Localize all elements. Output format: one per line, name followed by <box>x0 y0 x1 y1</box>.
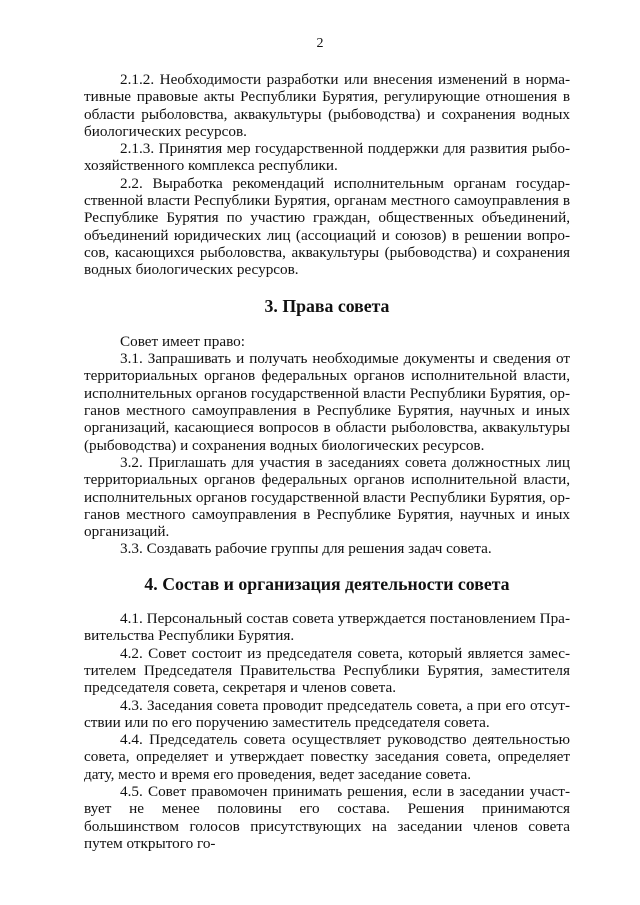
paragraph-2-1-2: 2.1.2. Необходимости разработки или внесения изменений в нормативные правовые акты Республики Бурятия, регулирующие отношения в области рыболовства, аквакультуры (рыбоводства) и сохранения водных биологических ресурсов. <box>84 71 570 140</box>
paragraph-2-2: 2.2. Выработка рекомендаций исполнительным органам государственной власти Республики Бурятия, органам местного самоуправления в Республике Бурятия по участию граждан, общественных объединений, объединений юридических лиц (ассоциаций и союзов) в решении вопросов, касающихся рыболовства, аквакультуры (рыбоводства) и сохранения водных биологических ресурсов. <box>84 174 570 279</box>
paragraph-3-3: 3.3. Создавать рабочие группы для решения задач совета. <box>120 540 492 558</box>
page-number: 2 <box>316 36 324 51</box>
section-3-heading: 3. Права совета <box>264 295 390 316</box>
paragraph-4-1: 4.1. Персональный состав совета утверждается постановлением Правительства Республики Бурятия. <box>84 610 570 645</box>
paragraph-4-3: 4.3. Заседания совета проводит председатель совета, а при его отсутствии или по его поручению заместитель председателя совета. <box>84 696 570 731</box>
paragraph-4-4: 4.4. Председатель совета осуществляет руководство деятельностью совета, определяет и утверждает повестку заседания совета, определяет дату, место и время его проведения, ведет заседание совета. <box>84 731 570 783</box>
document-body <box>84 71 570 852</box>
paragraph-3-1: 3.1. Запрашивать и получать необходимые документы и сведения от территориальных органов федеральных органов исполнительной власти, исполнительных органов государственной власти Республики Бурятия, органов местного самоуправления в Республике Бурятия, научных и иных организаций, касающиеся вопросов в области рыболовства, аквакультуры (рыбоводства) и сохранения водных биологических ресурсов. <box>84 350 570 454</box>
paragraph-3-2: 3.2. Приглашать для участия в заседаниях совета должностных лиц территориальных органов федеральных органов исполнительной власти, исполнительных органов государственной власти Республики Бурятия, органов местного самоуправления в Республике Бурятия, научных и иных организаций. <box>84 453 570 541</box>
paragraph-4-2: 4.2. Совет состоит из председателя совета, который является заместителем Председателя Правительства Республики Бурятия, заместителя председателя совета, секретаря и членов совета. <box>84 644 570 697</box>
section-4-heading: 4. Состав и организация деятельности совета <box>144 573 510 594</box>
paragraph-2-1-3: 2.1.3. Принятия мер государственной поддержки для развития рыбохозяйственного комплекса республики. <box>84 140 570 175</box>
paragraph-4-5: 4.5. Совет правомочен принимать решения, если в заседании участвует не менее половины его состава. Решения принимаются большинством голосов присутствующих на заседании членов совета путем открытого го- <box>84 782 570 852</box>
paragraph-rights-intro: Совет имеет право: <box>120 332 245 350</box>
